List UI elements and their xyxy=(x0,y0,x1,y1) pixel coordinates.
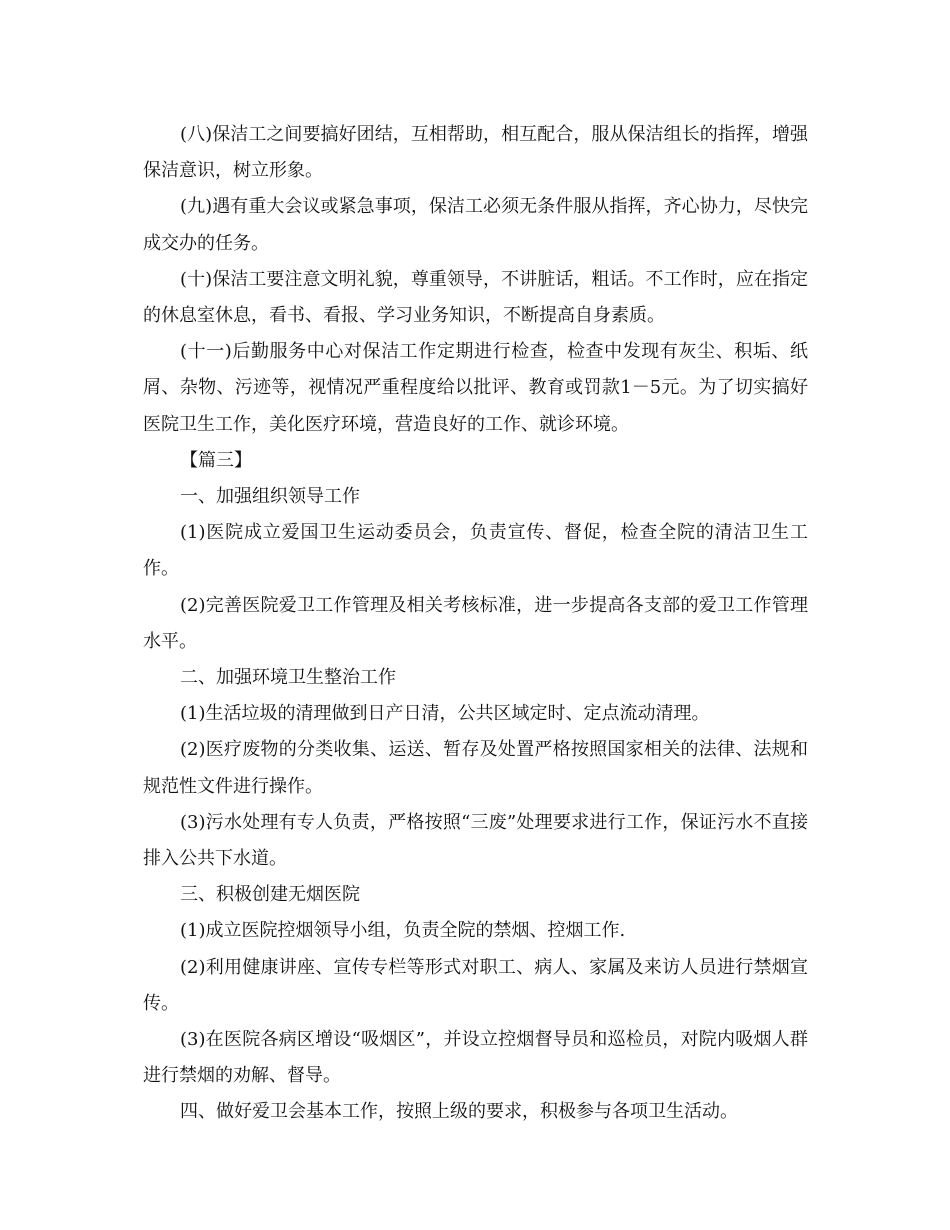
subheading-basic-work: 四、做好爱卫会基本工作，按照上级的要求，积极参与各项卫生活动。 xyxy=(180,1101,738,1123)
subheading-environment-sanitation: 二、加强环境卫生整治工作 xyxy=(180,667,396,689)
paragraph-smoke-free-3: (3)在医院各病区增设“吸烟区”，并设立控烟督导员和巡检员，对院内吸烟人群进行禁烟的劝解、督导。 xyxy=(143,1029,808,1087)
document-body xyxy=(143,117,808,1131)
paragraph-environment-2: (2)医疗废物的分类收集、运送、暂存及处置严格按照国家相关的法律、法规和规范性文件进行操作。 xyxy=(143,739,808,797)
paragraph-environment-1: (1)生活垃圾的清理做到日产日清，公共区域定时、定点流动清理。 xyxy=(180,703,710,725)
paragraph-item-9: (九)遇有重大会议或紧急事项，保洁工必须无条件服从指挥，齐心协力，尽快完成交办的任务。 xyxy=(143,196,808,254)
paragraph-smoke-free-1: (1)成立医院控烟领导小组，负责全院的禁烟、控烟工作. xyxy=(180,920,626,942)
paragraph-item-11: (十一)后勤服务中心对保洁工作定期进行检查，检查中发现有灰尘、积垢、纸屑、杂物、污迹等，视情况严重程度给以批评、教育或罚款1－5元。为了切实搞好医院卫生工作，美化医疗环境，营造良好的工作、就诊环境。 xyxy=(143,341,808,435)
subheading-organization-leadership: 一、加强组织领导工作 xyxy=(180,486,360,508)
paragraph-environment-3: (3)污水处理有专人负责，严格按照“三废”处理要求进行工作，保证污水不直接排入公共下水道。 xyxy=(143,811,808,870)
paragraph-item-8: (八)保洁工之间要搞好团结，互相帮助，相互配合，服从保洁组长的指挥，增强保洁意识，树立形象。 xyxy=(143,124,808,182)
paragraph-leadership-2: (2)完善医院爱卫工作管理及相关考核标准，进一步提高各支部的爱卫工作管理水平。 xyxy=(143,594,808,652)
subheading-smoke-free-hospital: 三、积极创建无烟医院 xyxy=(180,884,360,906)
paragraph-item-10: (十)保洁工要注意文明礼貌，尊重领导，不讲脏话，粗话。不工作时，应在指定的休息室休息，看书、看报、学习业务知识，不断提高自身素质。 xyxy=(143,268,808,327)
paragraph-smoke-free-2: (2)利用健康讲座、宣传专栏等形式对职工、病人、家属及来访人员进行禁烟宣传。 xyxy=(143,956,808,1014)
paragraph-leadership-1: (1)医院成立爱国卫生运动委员会，负责宣传、督促，检查全院的清洁卫生工作。 xyxy=(143,522,808,580)
section-heading-part-three: 【篇三】 xyxy=(180,449,252,471)
